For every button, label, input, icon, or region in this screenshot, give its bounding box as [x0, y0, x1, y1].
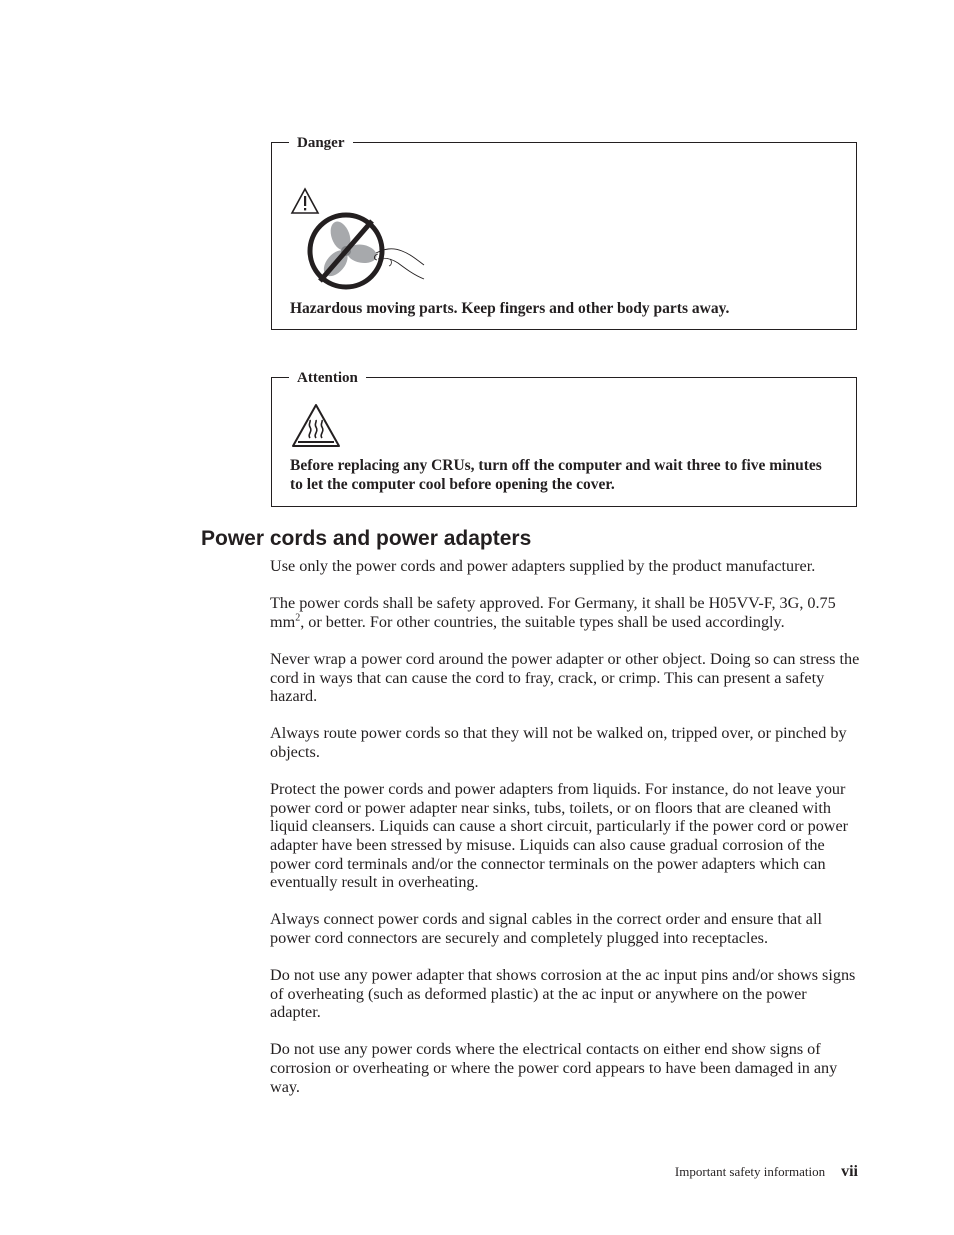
paragraph-germany-approval	[270, 594, 860, 631]
germany-text-before: The power cords shall be safety approved. For Germany, it shall be H05VV-F, 3G, 0.75 mm	[270, 594, 836, 631]
attention-text: Before replacing any CRUs, turn off the computer and wait three to five minutes to let the computer cool before opening the cover.	[290, 457, 822, 493]
paragraph-supplied-cords: Use only the power cords and power adapters supplied by the product manufacturer.	[270, 557, 816, 575]
hot-surface-icon	[291, 403, 341, 449]
danger-text: Hazardous moving parts. Keep fingers and other body parts away.	[290, 300, 730, 317]
no-fan-fingers-icon	[306, 209, 428, 293]
germany-text-after: , or better. For other countries, the suitable types shall be used accordingly.	[300, 612, 785, 631]
superscript-2: 2	[295, 612, 301, 624]
page-footer	[675, 1162, 858, 1182]
danger-box	[271, 135, 857, 330]
attention-box	[271, 370, 857, 507]
footer-section-title: Important safety information	[674, 1164, 826, 1179]
attention-label: Attention	[289, 370, 366, 386]
paragraph-route-cords: Always route power cords so that they will not be walked on, tripped over, or pinched by objects.	[270, 724, 847, 761]
paragraph-never-wrap: Never wrap a power cord around the power adapter or other object. Doing so can stress the cord in ways that can cause the cord to fray, crack, or crimp. This can present a safety hazard.	[270, 649, 860, 706]
section-body	[270, 557, 860, 1115]
paragraph-cord-damage: Do not use any power cords where the electrical contacts on either end show signs of corrosion or overheating or where the power cord appears to have been damaged in any way.	[270, 1040, 838, 1096]
paragraph-adapter-corrosion: Do not use any power adapter that shows corrosion at the ac input pins and/or shows signs of overheating (such as deformed plastic) at the ac input or anywhere on the power adapter.	[270, 966, 856, 1022]
page-number: vii	[841, 1163, 858, 1180]
paragraph-protect-liquids: Protect the power cords and power adapters from liquids. For instance, do not leave your power cord or power adapter near sinks, tubs, toilets, or on floors that are cleaned with liquid cleansers. Liquids can cause a short circuit, particularly if the power cord or power adapter have been stressed by misuse. Liquids can also cause gradual corrosion of the power cord terminals and/or the connector terminals on the power adapters which can eventually result in overheating.	[270, 780, 849, 892]
section-heading: Power cords and power adapters	[201, 527, 532, 550]
paragraph-connect-order: Always connect power cords and signal cables in the correct order and ensure that all power cord connectors are securely and completely plugged into receptacles.	[270, 910, 822, 947]
danger-label: Danger	[289, 135, 353, 151]
